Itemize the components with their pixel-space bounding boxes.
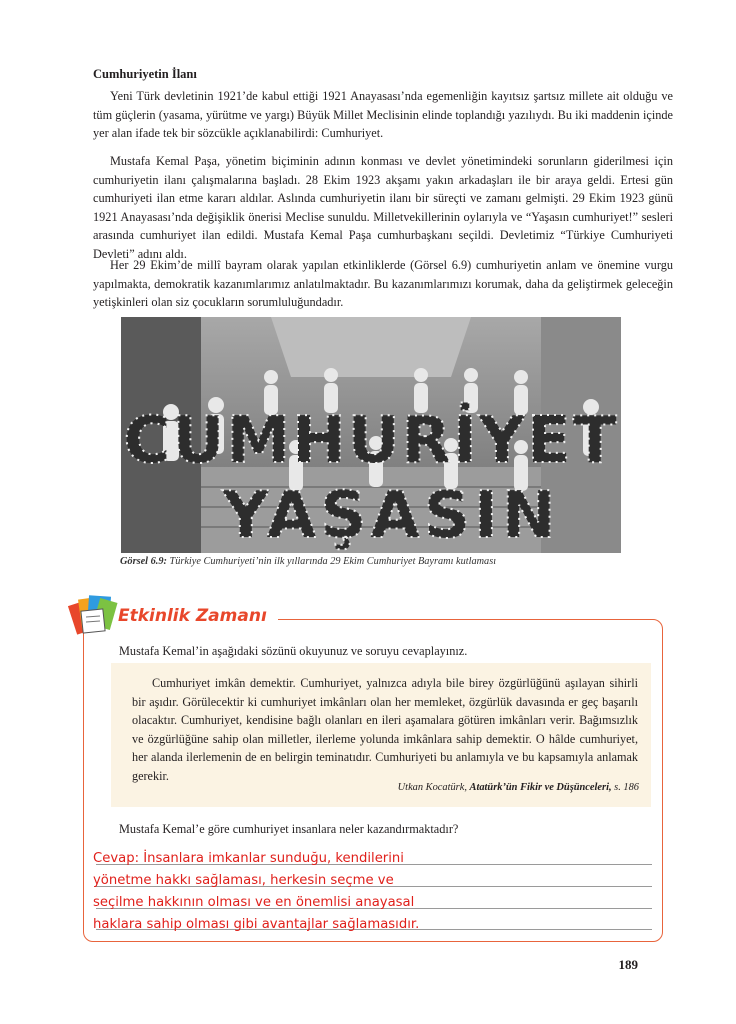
photo-illustration	[121, 317, 621, 553]
quote-text: Cumhuriyet imkân demektir. Cumhuriyet, yalnızca adıyla bile birey özgürlüğünü aşılayan sihirli bir aşıdır. Görülecektir ki cumhuriyet imkânları olan her memleket, özgürlük davasında er geç başarılı olacaktır. Cumhuriyet, kendisine bağlı olanları en ileri aşamalara götüren imkânları verir. Bağımsızlık ve özgürlüğüne sahip olan milletler, ilerleme yolunda imkânlara sahip demektir. O hâlde cumhuriyet, her alanda ilerlemenin de en belirgin teminatıdır. Cumhuriyeti bu anlamıyla ve bu kapsamıyla anlamak gerekir.	[132, 676, 638, 783]
quote-source-book: Atatürk’ün Fikir ve Düşünceleri,	[469, 782, 612, 793]
paragraph-1: Yeni Türk devletinin 1921’de kabul ettiği 1921 Anayasası’nda egemenliğin kayıtsız şartsız millete ait olduğu ve tüm güçlerin (yasama, yürütme ve yargı) Büyük Millet Meclisinin elinde toplandığı yazılıydı. Bu iki maddenin içinde yer alan ifade tek bir sözcükle açıklanabilirdi: Cumhuriyet.	[93, 89, 673, 141]
answer-line-3: seçilme hakkının olması ve en önemlisi anayasal	[93, 895, 415, 910]
activity-question: Mustafa Kemal’e göre cumhuriyet insanlara neler kazandırmaktadır?	[119, 822, 459, 836]
activity-intro: Mustafa Kemal’in aşağıdaki sözünü okuyunuz ve soruyu cevaplayınız.	[119, 644, 468, 658]
activity-title: Etkinlik Zamanı	[118, 606, 267, 626]
handwritten-answer[interactable]	[93, 848, 419, 936]
paragraph-3: Her 29 Ekim’de millî bayram olarak yapılan etkinliklerde (Görsel 6.9) cumhuriyetin anlam ve önemine vurgu yapılmakta, demokratik kazanımlarımız anlatılmaktadır. Bu kazanımlarımızı korumak, daha da geliştirmek geleceğin yetişkinleri olan siz çocukların sorumluluğundadır.	[93, 258, 673, 310]
sign-cumhuriyet: CUMHURİYET	[123, 404, 619, 478]
quote-source	[398, 782, 639, 793]
answer-line-1: Cevap: İnsanlara imkanlar sunduğu, kendilerini	[93, 851, 404, 866]
sign-yasasin: YAŞASIN	[222, 479, 560, 553]
caption-label: Görsel 6.9:	[120, 556, 167, 567]
section-heading: Cumhuriyetin İlanı	[93, 67, 197, 81]
answer-line-4: haklara sahip olması gibi avantajlar sağlamasıdır.	[93, 917, 420, 932]
caption-text: Türkiye Cumhuriyeti’nin ilk yıllarında 29 Ekim Cumhuriyet Bayramı kutlaması	[166, 556, 497, 567]
page-number: 189	[618, 957, 638, 972]
paragraph-2: Mustafa Kemal Paşa, yönetim biçiminin adının konması ve devlet yönetimindeki sorunların giderilmesi için cumhuriyetin ilanı çalışmalarına başladı. 28 Ekim 1923 akşamı yakın arkadaşları ile bir araya geldi. Ertesi gün cumhuriyeti ilan etme kararı aldılar. Aslında cumhuriyetin ilanı bir süreçti ve zamanı gelmişti. 29 Ekim 1923 günü 1921 Anayasası’nda değişiklik önerisi Meclise sunuldu. Milletvekillerinin oylarıyla ve “Yaşasın cumhuriyet!” sesleri arasında cumhuriyet ilan edildi. Mustafa Kemal Paşa cumhurbaşkanı seçildi. Devletimiz “Türkiye Cumhuriyeti Devleti” adını aldı.	[93, 154, 673, 261]
celebration-photo	[121, 317, 621, 553]
quote-source-page: s. 186	[611, 782, 639, 793]
activity-books-icon	[68, 592, 120, 638]
figure-caption	[120, 556, 496, 567]
answer-line-2: yönetme hakkı sağlaması, herkesin seçme ve	[93, 873, 394, 888]
quote-source-author: Utkan Kocatürk,	[397, 782, 470, 793]
